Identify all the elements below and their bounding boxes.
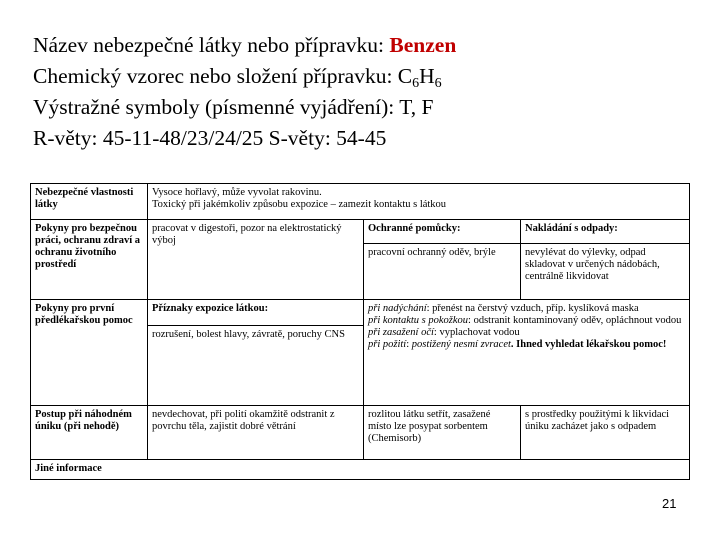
symptoms-header: Příznaky expozice látkou: — [148, 300, 364, 326]
r-s-phrases-line: R-věty: 45-11-48/23/24/25 S-věty: 54-45 — [33, 126, 387, 150]
table-row-other — [31, 460, 690, 480]
spill-text-3: s prostředky použitými k likvidaci úniku zacházet jako s odpadem — [521, 406, 690, 460]
first-aid-instructions — [364, 300, 690, 406]
first-aid-inhale: při nadýchání: přenést na čerstvý vzduch, příp. kyslíková maska — [368, 303, 639, 314]
substance-name: Benzen — [389, 33, 457, 57]
table-row-hazards — [31, 184, 690, 220]
waste-text: nevylévat do výlevky, odpad skladovat v určených nádobách, centrálně likvidovat — [521, 244, 690, 300]
slide-header — [33, 30, 456, 154]
label-hazards: Nebezpečné vlastnosti látky — [31, 184, 148, 220]
formula-line: Chemický vzorec nebo složení přípravku: $C_6H_6$ — [33, 64, 442, 91]
page-number: 21 — [662, 496, 677, 511]
label-first-aid: Pokyny pro první předlékařskou pomoc — [31, 300, 148, 406]
label-safe-work: Pokyny pro bezpečnou práci, ochranu zdraví a ochranu životního prostředí — [31, 220, 148, 300]
symptoms-text: rozrušení, bolest hlavy, závratě, poruchy CNS — [148, 326, 364, 406]
table-row-first-aid — [31, 300, 690, 326]
first-aid-swallow: při požití: postižený nesmí zvracet. Ihned vyhledat lékařskou pomoc! — [368, 339, 667, 350]
spill-text-2: rozlitou látku setřít, zasažené místo lze posypat sorbentem (Chemisorb) — [364, 406, 521, 460]
hazards-text: Vysoce hořlavý, může vyvolat rakovinu. Toxický při jakémkoliv způsobu expozice – zamezit kontaktu s látkou — [148, 184, 521, 220]
table-row-safe-work — [31, 220, 690, 244]
ppe-header: Ochranné pomůcky: — [364, 220, 521, 244]
hazards-empty — [521, 184, 690, 220]
table-row-spill — [31, 406, 690, 460]
waste-header: Nakládání s odpady: — [521, 220, 690, 244]
spill-text-1: nevdechovat, při polití okamžitě odstranit z povrchu těla, zajistit dobré větrání — [148, 406, 364, 460]
safe-work-text: pracovat v digestoři, pozor na elektrostatický výboj — [148, 220, 364, 300]
hazard-symbols-line: Výstražné symboly (písmenné vyjádření): T, F — [33, 95, 434, 119]
first-aid-skin: při kontaktu s pokožkou: odstranit kontaminovaný oděv, opláchnout vodou — [368, 315, 682, 326]
label-other: Jiné informace — [31, 460, 690, 480]
ppe-text: pracovní ochranný oděv, brýle — [364, 244, 521, 300]
safety-sheet-table — [30, 183, 690, 480]
first-aid-eyes: při zasažení očí: vyplachovat vodou — [368, 327, 520, 338]
label-spill: Postup při náhodném úniku (při nehodě) — [31, 406, 148, 460]
substance-name-line: Název nebezpečné látky nebo přípravku: Benzen — [33, 33, 457, 57]
